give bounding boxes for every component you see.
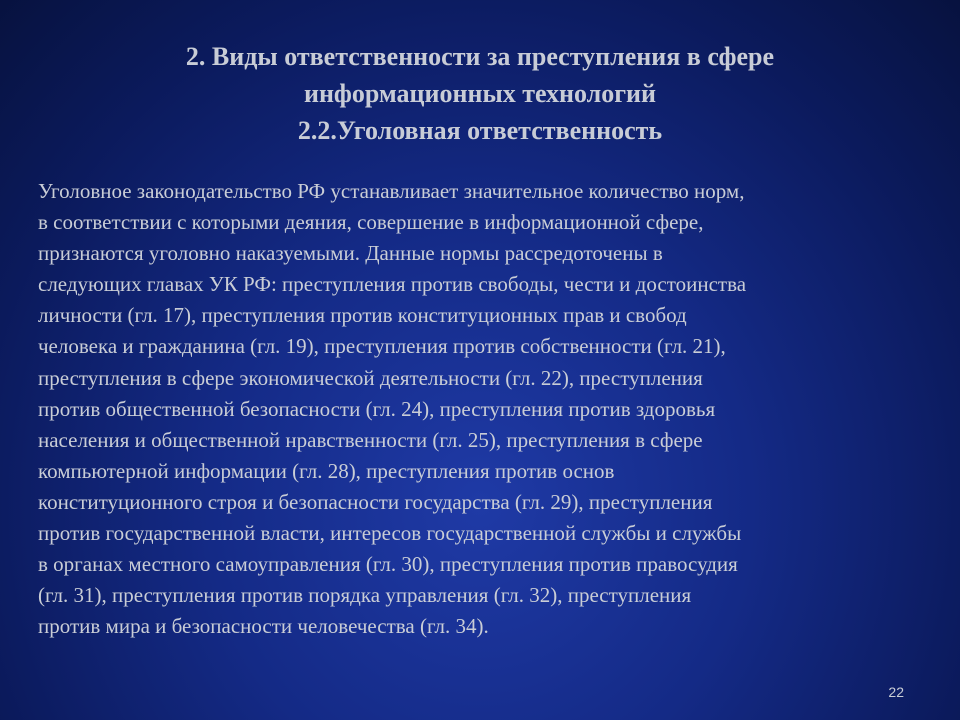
- body-line: в соответствии с которыми деяния, совершение в информационной сфере,: [38, 210, 704, 235]
- body-line: в органах местного самоуправления (гл. 30), преступления против правосудия: [38, 552, 738, 577]
- body-line: населения и общественной нравственности (гл. 25), преступления в сфере: [38, 427, 703, 452]
- title-line-3: 2.2.Уголовная ответственность: [297, 116, 663, 145]
- title-line-2: информационных технологий: [303, 79, 657, 108]
- page-number: 22: [888, 684, 904, 700]
- body-line: (гл. 31), преступления против порядка управления (гл. 32), преступления: [38, 583, 692, 608]
- body-line: компьютерной информации (гл. 28), преступления против основ: [38, 458, 615, 483]
- body-line: Уголовное законодательство РФ устанавливает значительное количество норм,: [38, 179, 745, 203]
- body-line: личности (гл. 17), преступления против конституционных прав и свобод: [38, 303, 687, 328]
- body-line: преступления в сфере экономической деятельности (гл. 22), преступления: [38, 365, 703, 390]
- slide-body: [38, 176, 938, 642]
- body-line: против государственной власти, интересов государственной службы и службы: [38, 521, 742, 546]
- body-line: конституционного строя и безопасности государства (гл. 29), преступления: [38, 489, 713, 514]
- body-line: против общественной безопасности (гл. 24), преступления против здоровья: [38, 396, 716, 421]
- title-line-1: 2. Виды ответственности за преступления в сфере: [185, 42, 775, 71]
- body-line: человека и гражданина (гл. 19), преступления против собственности (гл. 21),: [38, 334, 726, 359]
- body-line: признаются уголовно наказуемыми. Данные нормы рассредоточены в: [38, 241, 663, 266]
- body-line: против мира и безопасности человечества (гл. 34).: [38, 614, 489, 639]
- slide-title: [40, 38, 920, 149]
- body-line: следующих главах УК РФ: преступления против свободы, чести и достоинства: [38, 272, 747, 297]
